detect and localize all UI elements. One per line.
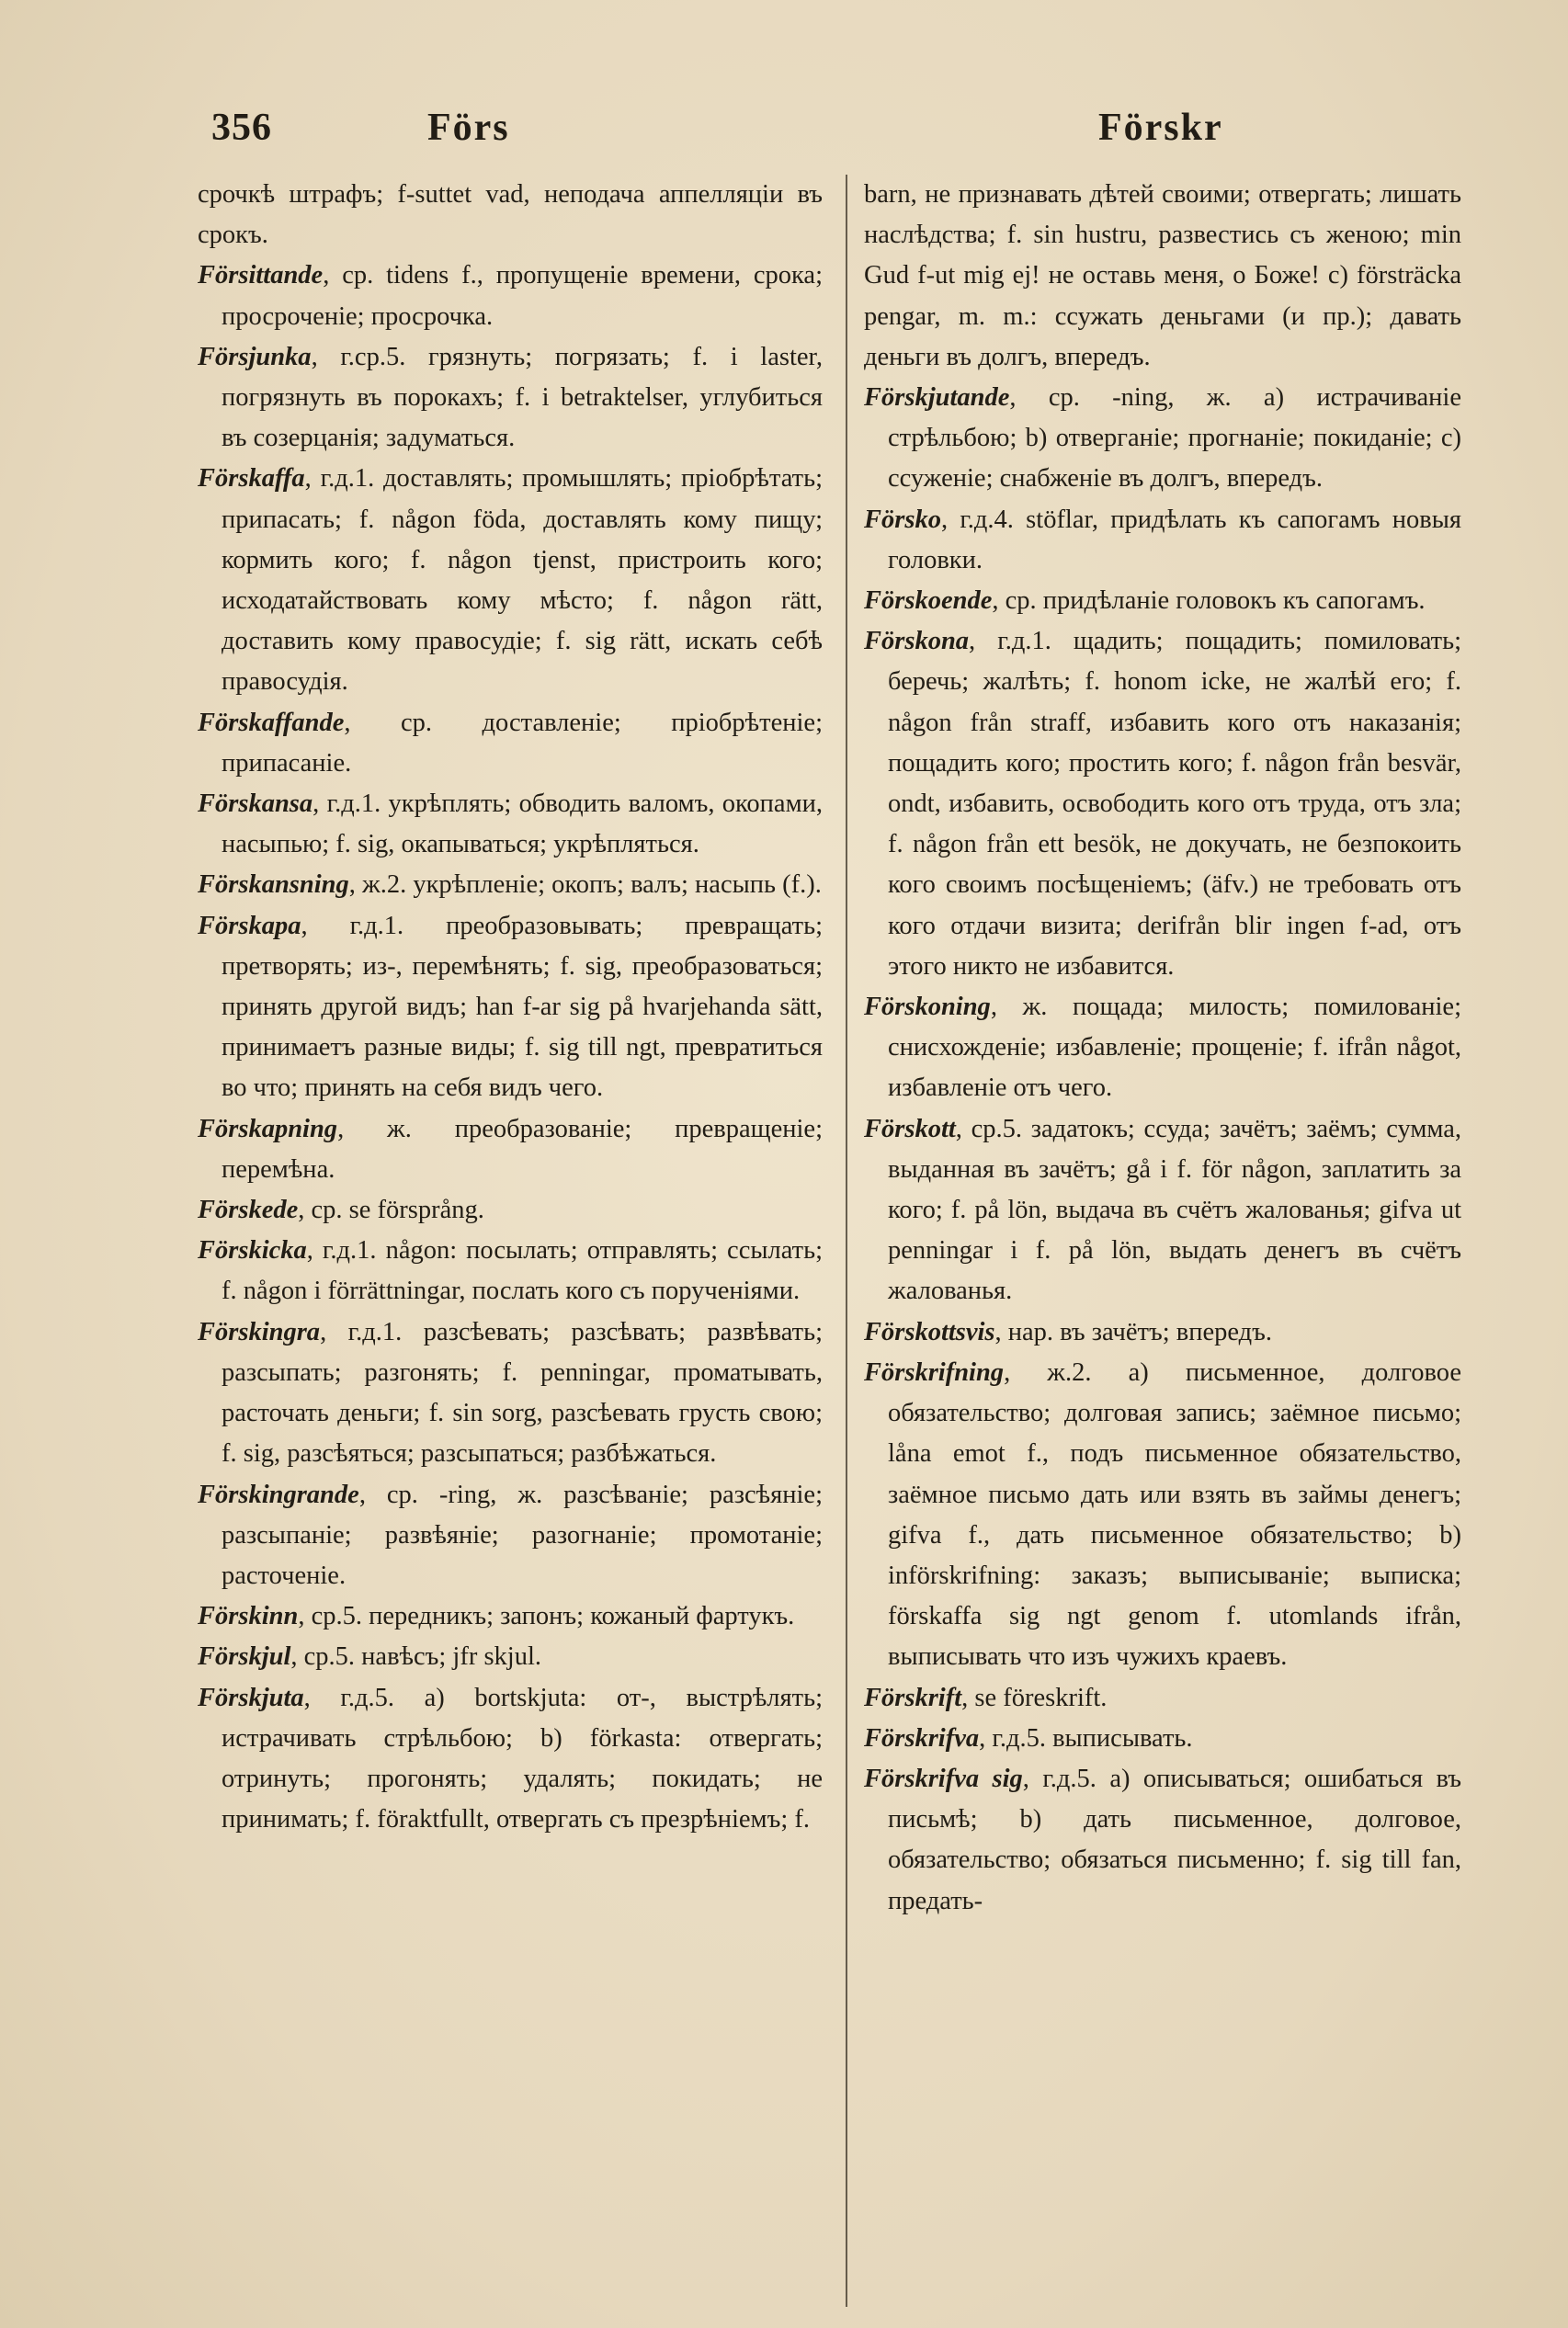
entry-headword: Försko bbox=[864, 505, 941, 534]
dictionary-entry bbox=[198, 1637, 823, 1677]
entry-definition: , ср. доставленіе; пріобрѣтеніе; припасаніе. bbox=[222, 708, 823, 778]
entry-definition: barn, не признавать дѣтей своими; отвергать; лишать наслѣдства; f. sin hustru, развестись съ женою; min Gud f-ut mig ej! не оставь меня, о Боже! c) försträcka pengar, m. m.: ссужать деньгами (и пр.); давать деньги въ долгъ, впередъ. bbox=[864, 180, 1461, 371]
entry-headword: Förskoning bbox=[864, 993, 991, 1022]
dictionary-entry bbox=[198, 1475, 823, 1597]
entry-definition: , г.д.5. a) bortskjuta: от-, выстрѣлять; истрачивать стрѣльбою; b) förkasta: отвергать; отринуть; прогонять; удалять; покидать; не принимать; f. föraktfullt, отвергать съ презрѣніемъ; f. bbox=[222, 1683, 823, 1834]
entry-definition: , ср. придѣланіе головокъ къ сапогамъ. bbox=[992, 586, 1426, 616]
page-header bbox=[0, 106, 1568, 161]
entry-headword: Förskansning bbox=[198, 870, 349, 900]
entry-headword: Förskrifva bbox=[864, 1723, 980, 1753]
entry-headword: Förskrifning bbox=[864, 1357, 1005, 1387]
entry-definition: , ср.5. навѣсъ; jfr skjul. bbox=[290, 1642, 542, 1672]
dictionary-entry bbox=[198, 1231, 823, 1312]
dictionary-entry bbox=[198, 1678, 823, 1841]
left-column bbox=[198, 175, 823, 1840]
entry-definition: , ср. se försprång. bbox=[298, 1196, 484, 1225]
entry-definition: , г.ср.5. грязнуть; погрязать; f. i laster, погрязнуть въ порокахъ; f. i betraktelser, углубиться въ созерцанія; задуматься. bbox=[222, 342, 823, 453]
dictionary-entry bbox=[198, 784, 823, 865]
dictionary-entry bbox=[198, 1109, 823, 1190]
dictionary-entry bbox=[864, 1109, 1461, 1312]
entry-definition: , г.д.5. выписывать. bbox=[979, 1723, 1193, 1753]
entry-headword: Förskjutande bbox=[864, 383, 1010, 413]
entry-headword: Förskapning bbox=[198, 1114, 338, 1143]
dictionary-entry bbox=[864, 621, 1461, 987]
page-number: 356 bbox=[211, 107, 272, 149]
entry-headword: Försjunka bbox=[198, 342, 312, 371]
dictionary-entry bbox=[864, 1353, 1461, 1678]
right-column bbox=[864, 175, 1461, 1922]
entry-headword: Förskinn bbox=[198, 1602, 299, 1631]
entry-headword: Förskingra bbox=[198, 1317, 321, 1346]
entry-definition: срочкѣ штрафъ; f-suttet vad, неподача аппелляціи въ срокъ. bbox=[198, 180, 823, 250]
entry-definition: , ср.5. передникъ; запонъ; кожаный фартукъ. bbox=[298, 1602, 795, 1631]
entry-headword: Förskrift bbox=[864, 1683, 962, 1712]
dictionary-entry bbox=[864, 1759, 1461, 1922]
continued-text bbox=[864, 175, 1461, 378]
entry-headword: Förskrifva sig bbox=[864, 1764, 1023, 1793]
entry-headword: Förskjul bbox=[198, 1642, 291, 1672]
entry-definition: , se föreskrift. bbox=[961, 1683, 1108, 1712]
entry-definition: , нар. въ зачётъ; впередъ. bbox=[994, 1317, 1273, 1346]
entry-headword: Förskaffa bbox=[198, 464, 305, 494]
entry-headword: Förskicka bbox=[198, 1236, 307, 1266]
dictionary-entry bbox=[864, 1312, 1461, 1353]
entry-headword: Förskaffande bbox=[198, 708, 345, 737]
entry-definition: , ср. -ning, ж. a) истрачиваніе стрѣльбою; b) отверганіе; прогнаніе; покиданіе; c) ссуженіе; снабженіе въ долгъ, впередъ. bbox=[888, 383, 1461, 494]
entry-definition: , ж.2. укрѣпленіе; окопъ; валъ; насыпь (f.). bbox=[348, 870, 822, 900]
entry-headword: Förskona bbox=[864, 627, 970, 656]
dictionary-entry bbox=[198, 865, 823, 905]
dictionary-entry bbox=[864, 581, 1461, 621]
entry-headword: Förskottsvis bbox=[864, 1317, 995, 1346]
entry-headword: Förskjuta bbox=[198, 1683, 304, 1712]
dictionary-entry bbox=[864, 378, 1461, 500]
entry-definition: , г.д.1. доставлять; промышлять; пріобрѣтать; припасать; f. någon föda, доставлять кому пищу; кормить кого; f. någon tjenst, пристроить кого; исходатайствовать кому мѣсто; f. någon rätt, доставить кому правосудіе; f. sig rätt, искать себѣ правосудія. bbox=[222, 464, 823, 697]
entry-definition: , г.д.1. укрѣплять; обводить валомъ, окопами, насыпью; f. sig, окапываться; укрѣпляться. bbox=[222, 789, 823, 859]
entry-definition: , г.д.1. преобразовывать; превращать; претворять; из-, перемѣнять; f. sig, преобразоваться; принять другой видъ; han f-ar sig på hvarjehanda sätt, принимаетъ разные виды; f. sig till ngt, превратиться во что; принять на себя видъ чего. bbox=[222, 911, 823, 1103]
dictionary-entry bbox=[864, 500, 1461, 581]
dictionary-entry bbox=[198, 256, 823, 336]
entry-definition: , ср. -ring, ж. разсѣваніе; разсѣяніе; разсыпаніе; развѣяніе; разогнаніе; промотаніе; расточеніе. bbox=[222, 1480, 823, 1590]
dictionary-entry bbox=[864, 1678, 1461, 1719]
entry-definition: , ср. tidens f., пропущеніе времени, срока; просроченіе; просрочка. bbox=[222, 261, 823, 331]
entry-headword: Förskingrande bbox=[198, 1480, 359, 1509]
entry-definition: , ж. пощада; милость; помилованіе; снисхожденіе; избавленіе; прощеніе; f. ifrån något, избавленіе отъ чего. bbox=[888, 993, 1461, 1103]
dictionary-entry bbox=[864, 987, 1461, 1109]
entry-headword: Förskott bbox=[864, 1114, 956, 1143]
entry-definition: , г.д.1. någon: посылать; отправлять; ссылать; f. någon i förrättningar, послать кого съ порученіями. bbox=[222, 1236, 823, 1306]
dictionary-entry bbox=[198, 459, 823, 702]
entry-headword: Försittande bbox=[198, 261, 324, 290]
entry-definition: , г.д.4. stöflar, придѣлать къ сапогамъ новыя головки. bbox=[888, 505, 1461, 574]
dictionary-entry bbox=[198, 906, 823, 1109]
column-divider bbox=[846, 175, 847, 2307]
entry-definition: , ж. преобразованіе; превращеніе; перемѣна. bbox=[222, 1114, 823, 1184]
left-running-head: Förs bbox=[427, 107, 510, 149]
dictionary-entry bbox=[198, 337, 823, 460]
continued-text bbox=[198, 175, 823, 256]
dictionary-entry bbox=[198, 703, 823, 784]
entry-definition: , ср.5. задатокъ; ссуда; зачётъ; заёмъ; сумма, выданная въ зачётъ; gå i f. för någon, заплатить за кого; f. på lön, выдача въ счётъ жалованья; gifva ut penningar i f. på lön, выдать денегъ въ счётъ жалованья. bbox=[888, 1114, 1461, 1306]
entry-definition: , г.д.1. разсѣевать; разсѣвать; развѣвать; разсыпать; разгонять; f. penningar, проматывать, расточать деньги; f. sin sorg, разсѣевать грусть свою; f. sig, разсѣяться; разсыпаться; разбѣжаться. bbox=[222, 1317, 823, 1469]
entry-definition: , г.д.5. a) описываться; ошибаться въ письмѣ; b) дать письменное, долговое, обязательство; обязаться письменно; f. sig till fan, предать- bbox=[888, 1764, 1461, 1915]
dictionary-entry bbox=[198, 1596, 823, 1637]
entry-headword: Förskoende bbox=[864, 586, 993, 616]
entry-definition: , г.д.1. щадить; пощадить; помиловать; беречь; жалѣть; f. honom icke, не жалѣй его; f. någon från straff, избавить кого отъ наказанія; пощадить кого; простить кого; f. någon från besvär, ondt, избавить, освободить кого отъ труда, отъ зла; f. någon från ett besök, не докучать, не безпокоить кого своимъ посѣщеніемъ; (äfv.) не требовать отъ кого отдачи визита; derifrån blir ingen f-ad, отъ этого никто не избавится. bbox=[888, 627, 1461, 981]
dictionary-entry bbox=[198, 1190, 823, 1231]
entry-headword: Förskansa bbox=[198, 789, 313, 819]
entry-headword: Förskede bbox=[198, 1196, 299, 1225]
dictionary-entry bbox=[864, 1719, 1461, 1759]
entry-definition: , ж.2. a) письменное, долговое обязательство; долговая запись; заёмное письмо; låna emot f., подъ письменное обязательство, заёмное письмо дать или взять въ займы денегъ; gifva f., дать письменное обязательство; b) införskrifning: заказъ; выписываніе; выписка; förskaffa sig ngt genom f. utomlands ifrån, выписывать что изъ чужихъ краевъ. bbox=[888, 1357, 1461, 1672]
dictionary-entry bbox=[198, 1312, 823, 1475]
right-running-head: Förskr bbox=[1098, 107, 1223, 149]
entry-headword: Förskapa bbox=[198, 911, 301, 940]
